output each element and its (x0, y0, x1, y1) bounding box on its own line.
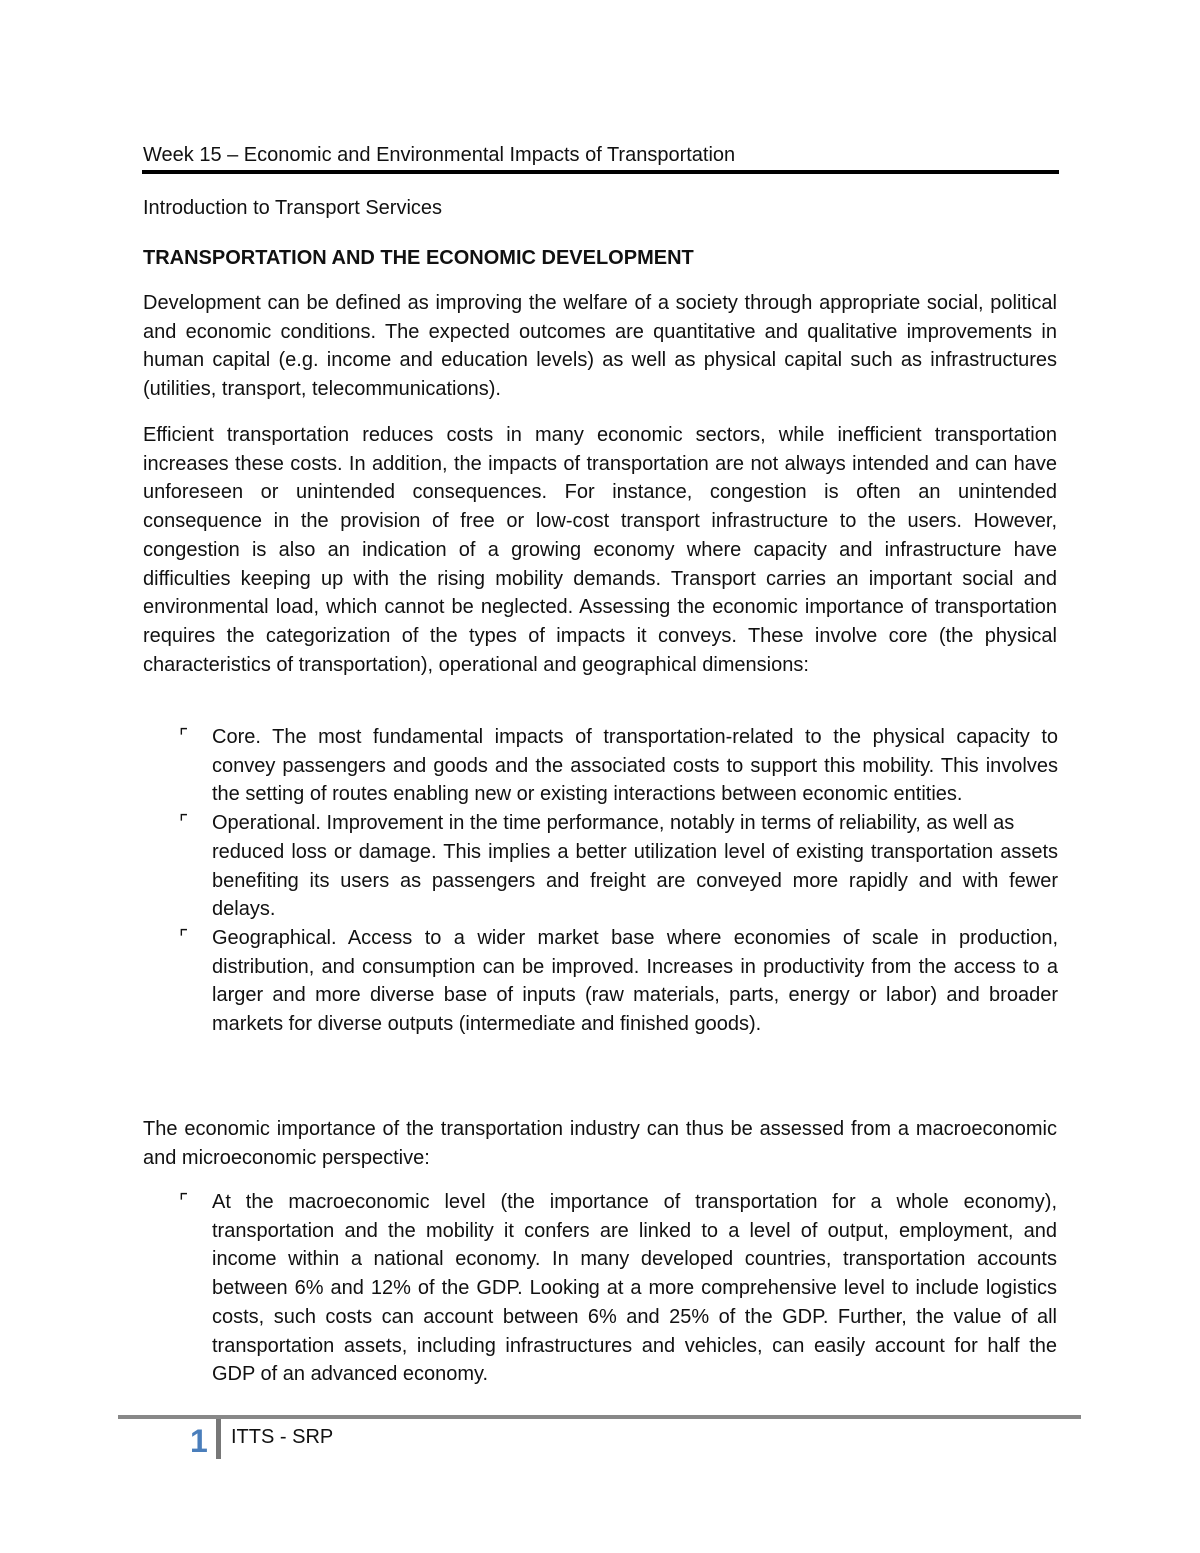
page-number: 1 (190, 1423, 208, 1459)
bullet-icon: ⌜ (179, 726, 189, 748)
footer-vertical-divider (216, 1419, 221, 1459)
footer-divider (118, 1415, 1081, 1419)
list-item-text: Core. The most fundamental impacts of transportation-related to the physical capacity to convey passengers and goods and the associated costs to support this mobility. This involves the setting of routes enabling new or existing interactions between economic entities. (212, 726, 1058, 806)
impact-dimensions-list (143, 723, 1058, 1039)
perspective-list (143, 1188, 1057, 1389)
list-item-core (143, 723, 1058, 809)
bullet-icon: ⌜ (179, 812, 189, 835)
list-item-text: Geographical. Access to a wider market base where economies of scale in production, distribution, and consumption can be improved. Increases in productivity from the access to a larger and more diverse base of inputs (raw materials, parts, energy or labor) and broader markets for diverse outputs (intermediate and finished goods). (212, 926, 1058, 1036)
list-item-text: reduced loss or damage. This implies a better utilization level of existing transportation assets benefiting its users as passengers and freight are conveyed more rapidly and with fewer delays. (212, 840, 1058, 921)
paragraph-efficient-transportation: Efficient transportation reduces costs in many economic sectors, while inefficient transportation increases these costs. In addition, the impacts of transportation are not always intended and can have unforeseen or unintended consequences. For instance, congestion is often an unintended consequence in the provision of free or low-cost transport infrastructure to the users. However, congestion is also an indication of a growing economy where capacity and infrastructure have difficulties keeping up with the rising mobility demands. Transport carries an important social and environmental load, which cannot be neglected. Assessing the economic importance of transportation requires the categorization of the types of impacts it conveys. These involve core (the physical characteristics of transportation), operational and geographical dimensions: (143, 424, 1057, 676)
document-header-title: Week 15 – Economic and Environmental Impacts of Transportation (143, 144, 736, 166)
list-item-geographical (143, 924, 1058, 1039)
bullet-icon: ⌜ (179, 1191, 189, 1213)
bullet-icon: ⌜ (179, 926, 189, 949)
footer-label: ITTS - SRP (231, 1426, 334, 1448)
list-item-operational-continued (143, 838, 1058, 924)
list-item-text: Operational. Improvement in the time performance, notably in terms of reliability, as well as (212, 812, 1015, 835)
course-subtitle: Introduction to Transport Services (143, 197, 443, 219)
list-item-text: At the macroeconomic level (the importance of transportation for a whole economy), transportation and the mobility it confers are linked to a level of output, employment, and income within a national economy. In many developed countries, transportation accounts between 6% and 12% of the GDP. Looking at a more comprehensive level to include logistics costs, such costs can account between 6% and 25% of the GDP. Further, the value of all transportation assets, including infrastructures and vehicles, can easily account for half the GDP of an advanced economy. (212, 1191, 1057, 1386)
header-divider (142, 170, 1059, 174)
paragraph-development: Development can be defined as improving the welfare of a society through appropriate social, political and economic conditions. The expected outcomes are quantitative and qualitative improvements in human capital (e.g. income and education levels) as well as physical capital such as infrastructures (utilities, transport, telecommunications). (143, 292, 1057, 401)
paragraph-economic-importance: The economic importance of the transportation industry can thus be assessed from a macroeconomic and microeconomic perspective: (143, 1118, 1057, 1169)
list-item-macroeconomic (143, 1188, 1057, 1389)
section-heading: TRANSPORTATION AND THE ECONOMIC DEVELOPMENT (143, 247, 694, 269)
list-item-operational (143, 809, 1072, 838)
